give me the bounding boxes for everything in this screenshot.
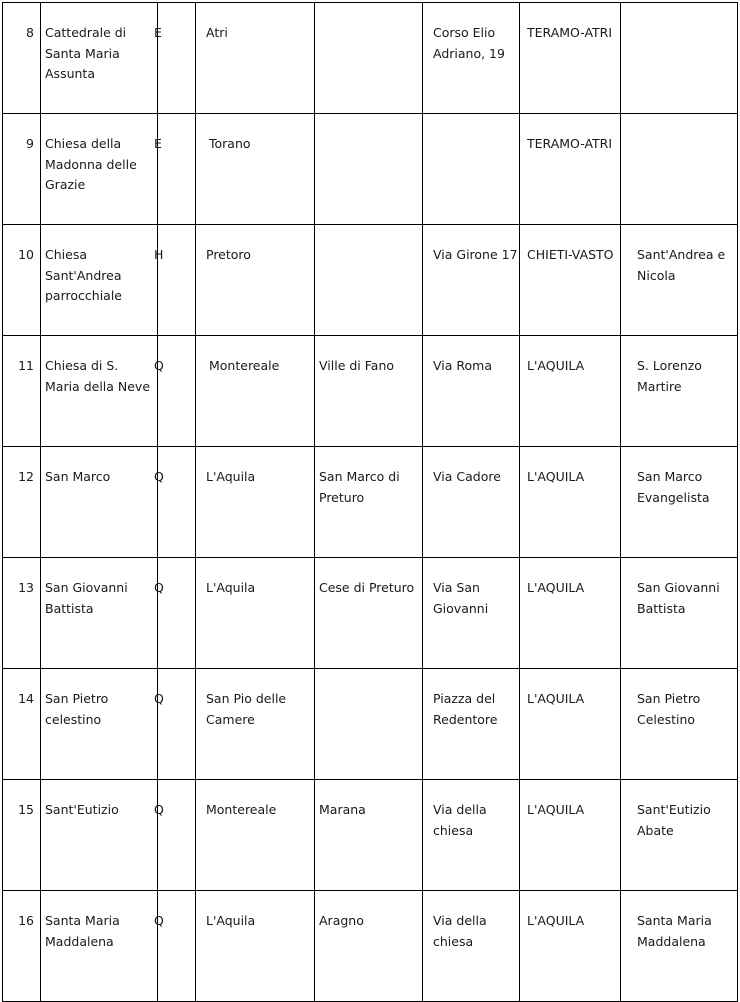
address: Via Roma xyxy=(423,336,520,447)
municipality: Montereale xyxy=(196,336,315,447)
municipality: Montereale xyxy=(196,780,315,891)
address: Piazza del Redentore xyxy=(423,669,520,780)
address xyxy=(423,114,520,225)
hamlet: Aragno xyxy=(315,891,423,1002)
province-code: Q xyxy=(158,780,196,891)
province-code: Q xyxy=(158,336,196,447)
dedication: San Pietro Celestino xyxy=(621,669,738,780)
municipality: Torano xyxy=(196,114,315,225)
table-body xyxy=(3,3,738,1002)
church-name: Sant'Eutizio xyxy=(41,780,158,891)
hamlet: San Marco di Preturo xyxy=(315,447,423,558)
diocese: L'AQUILA xyxy=(520,558,621,669)
dedication xyxy=(621,114,738,225)
hamlet xyxy=(315,3,423,114)
church-name: Cattedrale di Santa Maria Assunta xyxy=(41,3,158,114)
municipality: Pretoro xyxy=(196,225,315,336)
province-code: H xyxy=(158,225,196,336)
hamlet: Marana xyxy=(315,780,423,891)
hamlet: Cese di Preturo xyxy=(315,558,423,669)
municipality: Atri xyxy=(196,3,315,114)
province-code: Q xyxy=(158,558,196,669)
address: Via Cadore xyxy=(423,447,520,558)
dedication: S. Lorenzo Martire xyxy=(621,336,738,447)
dedication: Sant'Andrea e Nicola xyxy=(621,225,738,336)
hamlet xyxy=(315,225,423,336)
row-number: 15 xyxy=(3,780,41,891)
table-row xyxy=(3,669,738,780)
table-row xyxy=(3,225,738,336)
municipality: L'Aquila xyxy=(196,558,315,669)
province-code: Q xyxy=(158,669,196,780)
dedication: San Marco Evangelista xyxy=(621,447,738,558)
row-number: 12 xyxy=(3,447,41,558)
province-code: E xyxy=(158,3,196,114)
dedication: San Giovanni Battista xyxy=(621,558,738,669)
church-name: Chiesa di S. Maria della Neve xyxy=(41,336,158,447)
row-number: 9 xyxy=(3,114,41,225)
row-number: 14 xyxy=(3,669,41,780)
province-code: Q xyxy=(158,447,196,558)
table-row xyxy=(3,114,738,225)
church-name: Chiesa della Madonna delle Grazie xyxy=(41,114,158,225)
table-row xyxy=(3,891,738,1002)
municipality: L'Aquila xyxy=(196,891,315,1002)
table-row xyxy=(3,3,738,114)
province-code: E xyxy=(158,114,196,225)
church-name: Chiesa Sant'Andrea parrocchiale xyxy=(41,225,158,336)
diocese: L'AQUILA xyxy=(520,336,621,447)
diocese: L'AQUILA xyxy=(520,780,621,891)
hamlet xyxy=(315,669,423,780)
row-number: 10 xyxy=(3,225,41,336)
table-row xyxy=(3,447,738,558)
dedication xyxy=(621,3,738,114)
diocese: CHIETI-VASTO xyxy=(520,225,621,336)
church-name: Santa Maria Maddalena xyxy=(41,891,158,1002)
diocese: L'AQUILA xyxy=(520,669,621,780)
row-number: 16 xyxy=(3,891,41,1002)
table-row xyxy=(3,336,738,447)
dedication: Santa Maria Maddalena xyxy=(621,891,738,1002)
address: Via Girone 17 xyxy=(423,225,520,336)
diocese: L'AQUILA xyxy=(520,891,621,1002)
province-code: Q xyxy=(158,891,196,1002)
table-row xyxy=(3,558,738,669)
diocese: L'AQUILA xyxy=(520,447,621,558)
diocese: TERAMO-ATRI xyxy=(520,3,621,114)
row-number: 13 xyxy=(3,558,41,669)
church-name: San Marco xyxy=(41,447,158,558)
municipality: San Pio delle Camere xyxy=(196,669,315,780)
row-number: 11 xyxy=(3,336,41,447)
address: Corso Elio Adriano, 19 xyxy=(423,3,520,114)
churches-table xyxy=(2,2,738,1002)
row-number: 8 xyxy=(3,3,41,114)
address: Via della chiesa xyxy=(423,891,520,1002)
municipality: L'Aquila xyxy=(196,447,315,558)
hamlet: Ville di Fano xyxy=(315,336,423,447)
hamlet xyxy=(315,114,423,225)
church-name: San Giovanni Battista xyxy=(41,558,158,669)
church-name: San Pietro celestino xyxy=(41,669,158,780)
address: Via San Giovanni xyxy=(423,558,520,669)
table-row xyxy=(3,780,738,891)
address: Via della chiesa xyxy=(423,780,520,891)
dedication: Sant'Eutizio Abate xyxy=(621,780,738,891)
diocese: TERAMO-ATRI xyxy=(520,114,621,225)
